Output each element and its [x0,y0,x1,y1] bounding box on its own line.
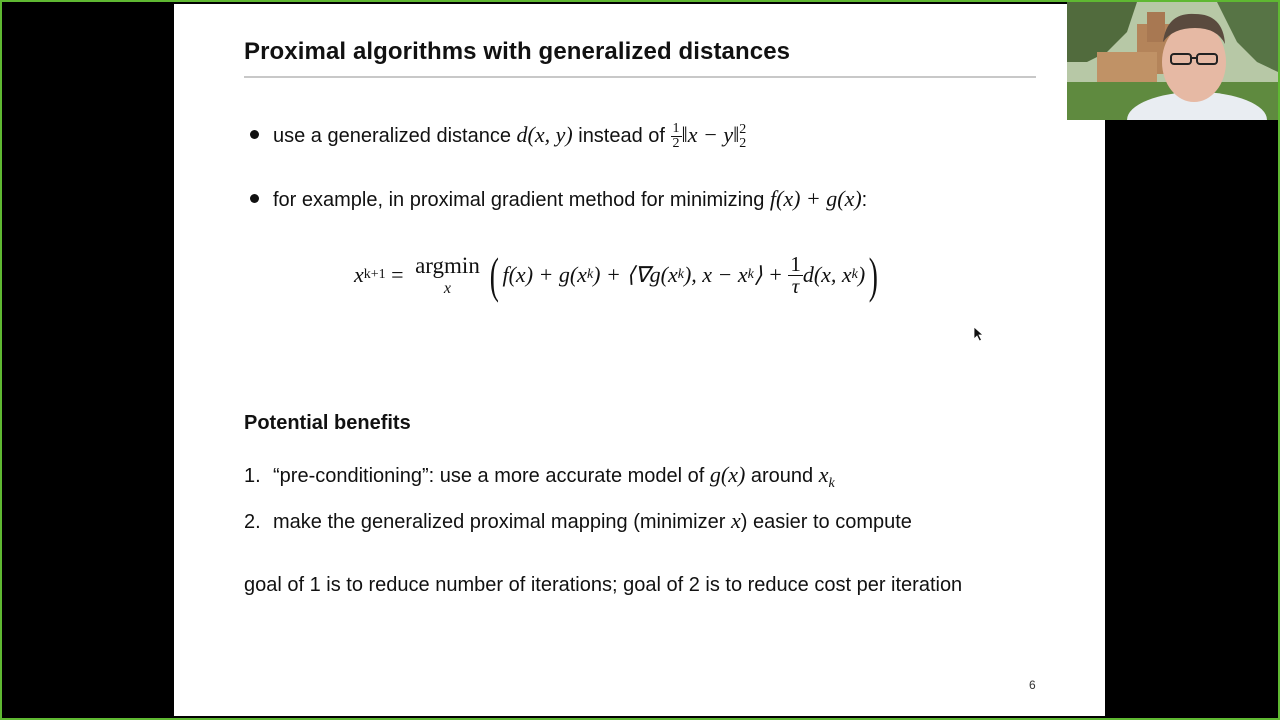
eq-term1: f(x) + g(x [502,262,587,287]
eq-term5: d(x, x [802,262,852,287]
eq-term5-sub: k [851,267,858,282]
eq-equals: = [385,262,410,287]
eq-paren-open: ( [489,247,499,303]
eq-lhs: x [354,262,364,287]
math-g: g(x) [709,462,746,487]
bullet2-text-pre: for example, in proximal gradient method for minimizing [273,189,770,211]
eq-term3: ), x − x [683,262,748,287]
bullet1-text-mid: instead of [572,125,671,147]
item1-text-pre: “pre-conditioning”: use a more accurate model of [273,465,710,487]
frac-num: 1 [790,251,801,276]
eq-term4: ⟩ + [753,262,789,287]
math-xk-sub: k [828,476,835,491]
frac-den: τ [791,273,800,298]
title-rule [244,76,1036,78]
eq-one-over-tau [788,251,803,298]
math-xk: x [818,462,829,487]
item2-text-pre: make the generalized proximal mapping (minimizer [273,511,731,533]
math-norm-sup: 2 [739,122,747,137]
eq-term2-sub: k [677,267,684,282]
bullet-generalized-distance [250,122,746,152]
benefit-item-1 [244,462,835,492]
proximal-update-equation [354,247,882,303]
math-half-fraction [671,122,682,151]
eq-term1-sub: k [586,267,594,282]
argmin-variable: x [443,279,452,297]
benefit-item-2 [244,508,912,534]
goal-text: goal of 1 is to reduce number of iterations; goal of 2 is to reduce cost per iteration [244,574,963,596]
math-norm: ‖x − y‖ [681,122,740,147]
eq-argmin [415,254,480,297]
mouse-pointer-icon [973,326,985,342]
math-x: x [730,508,741,533]
webcam-scene [1067,2,1278,120]
eq-term3-sub: k [747,267,754,282]
page-number: 6 [1029,678,1036,692]
frac-den: 2 [672,136,680,152]
eq-term2: ) + ⟨∇g(x [593,262,678,287]
item2-text-post: ) easier to compute [740,511,912,533]
bullet2-text-post: : [861,189,868,211]
bullet-dot [250,194,259,203]
eq-lhs-sub: k+1 [363,267,386,282]
math-distance: d(x, y) [516,122,573,147]
section-heading: Potential benefits [244,412,411,434]
slide [174,4,1067,716]
slide-right-margin [1067,120,1105,716]
math-objective: f(x) + g(x) [769,186,862,211]
eq-term6: ) [857,262,866,287]
math-norm-sub: 2 [739,136,747,151]
item-number: 1. [244,465,261,487]
eq-paren-close: ) [868,247,879,303]
bullet-proximal-gradient [250,186,867,212]
item-number: 2. [244,511,261,533]
slide-title: Proximal algorithms with generalized distances [244,38,791,65]
webcam-video-thumbnail[interactable] [1067,2,1278,120]
argmin-label: argmin [415,252,480,278]
bullet-dot [250,130,259,139]
item1-text-mid: around [745,465,819,487]
frac-num: 1 [672,121,680,137]
bullet1-text-pre: use a generalized distance [273,125,517,147]
